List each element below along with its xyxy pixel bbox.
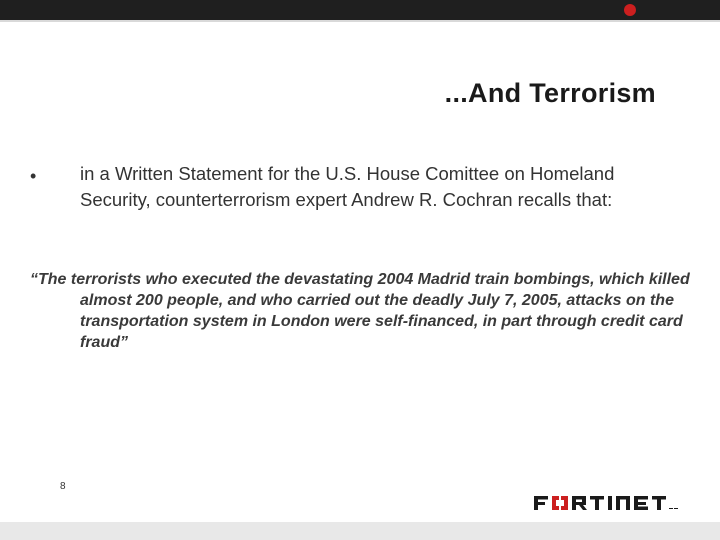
bullet-icon: • [30,166,37,186]
page-number: 8 [60,481,66,492]
quote-first-line: “The terrorists who executed the devastating 2004 Madrid train bombings, [30,271,595,288]
red-dot-icon [624,4,636,16]
fortinet-logo [534,494,684,512]
bullet-text: in a Written Statement for the U.S. House Comittee on Homeland Security, counterterrorism expert Andrew R. Cochran recalls that: [80,163,615,210]
top-divider [0,20,720,22]
quote-continuation: which killed almost 200 people, and who carried out the deadly July 7, 2005, attacks on the transportation system in London were self-financed, in part through credit card fraud” [80,271,690,351]
top-bar [0,0,720,20]
quote-block [30,269,690,353]
slide-title: ...And Terrorism [444,78,656,108]
footer-bar [0,522,720,540]
